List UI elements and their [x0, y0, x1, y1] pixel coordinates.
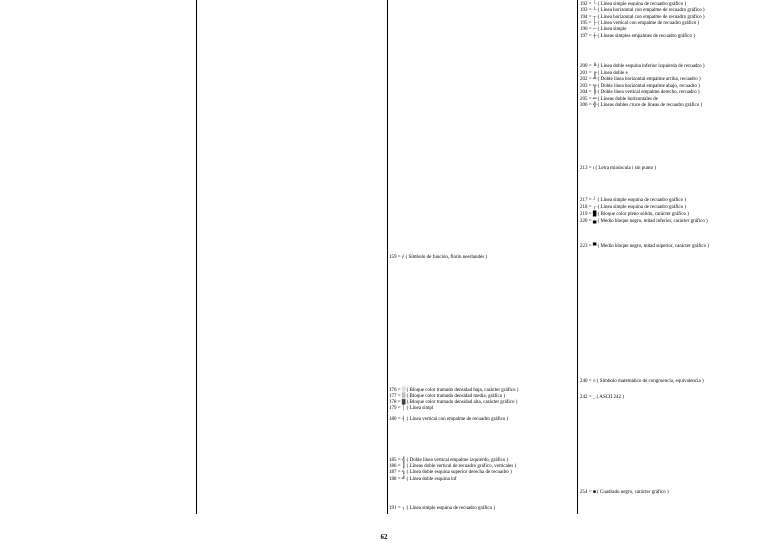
column-3	[389, 0, 575, 520]
list-item-204: 204 = ╠ ( Doble línea vertical empalme derecho, recuadro )	[580, 90, 700, 95]
list-item-178: 178 = ▓ ( Bloque color tramado densidad alta, carácter gráfico )	[389, 400, 518, 405]
list-item-220: 220 = ▄ ( Medio bloque negro, mitad inferior, carácter gráfico )	[580, 219, 708, 224]
list-item-205: 205 = ═ ( Líneas doble horizontales de	[580, 97, 658, 102]
column-divider-3	[577, 0, 578, 514]
list-item-219: 219 = █ ( Bloque color pleno sólido, carácter gráfico )	[580, 212, 689, 217]
list-item-185: 185 = ╣ ( Doble línea vertical empalme izquierdo, gráfico )	[389, 458, 509, 463]
list-item-180: 180 = ┤ ( Línea vertical con empalme de recuadro gráfico )	[389, 417, 509, 422]
list-item-242: 242 = _ ( ASCII 242 )	[580, 395, 624, 400]
list-item-159: 159 = ƒ ( Símbolo de función, florín neerlandés )	[389, 255, 488, 260]
column-divider-1	[196, 0, 197, 514]
list-item-192: 192 = └ ( Línea simple esquina de recuadro gráfico )	[580, 2, 687, 7]
list-item-202: 202 = ╩ ( Doble línea horizontal empalme arriba, recuadro )	[580, 77, 701, 82]
list-item-176: 176 = ░ ( Bloque color tramado densidad baja, carácter gráfico )	[389, 388, 519, 393]
list-item-194: 194 = ┬ ( Línea horizontal con empalme de recuadro gráfico )	[580, 15, 705, 20]
list-item-187: 187 = ╗ ( Línea doble esquina superior derecha de recuadro )	[389, 470, 512, 475]
list-item-200: 200 = ╚ ( Línea doble esquina inferior izquierda de recuadro )	[580, 64, 705, 69]
list-item-179: 179 = │ ( Línea simpl	[389, 406, 434, 411]
list-item-203: 203 = ╦ ( Doble línea horizontal empalme abajo, recuadro )	[580, 84, 700, 89]
list-item-195: 195 = ├ ( Línea vertical con empalme de recuadro gráfico )	[580, 21, 700, 26]
list-item-191: 191 = ┐ ( Línea simple esquina de recuadro gráfico )	[389, 506, 496, 511]
list-item-177: 177 = ▒ ( Bloque color tramado densidad media, gráfico )	[389, 394, 506, 399]
column-4	[580, 0, 766, 520]
list-item-213: 213 = ı ( Letra minúscula i sin punto )	[580, 166, 657, 171]
list-item-217: 217 = ┘ ( Línea simple esquina de recuadro gráfico )	[580, 198, 687, 203]
list-item-223: 223 = ▀ ( Medio bloque negro, mitad superior, carácter gráfico )	[580, 244, 710, 249]
list-item-196: 196 = ─ ( Línea simple	[580, 27, 627, 32]
list-item-218: 218 = ┌ ( Línea simple esquina de recuadro gráfico )	[580, 205, 687, 210]
list-item-186: 186 = ║ ( Líneas doble vertical de recuadro gráfico, verticales )	[389, 464, 517, 469]
list-item-197: 197 = ┼ ( Líneas simples empalmes de recuadro gráfico )	[580, 34, 695, 39]
column-divider-2	[387, 0, 388, 514]
list-item-254: 254 = ■ ( Cuadrado negro, carácter gráfico )	[580, 490, 669, 495]
list-item-188: 188 = ╝ ( Línea doble esquina inf	[389, 477, 457, 482]
list-item-206: 206 = ╬ ( Líneas dobles cruce de líneas de recuadro gráfico )	[580, 103, 703, 108]
page-number: 62	[380, 533, 388, 541]
list-item-193: 193 = ┴ ( Línea horizontal con empalme de recuadro gráfico )	[580, 8, 705, 13]
list-item-201: 201 = ╔ ( Línea doble e	[580, 71, 628, 76]
list-item-240: 240 = ≡ ( Símbolo matemático de congruencia, equivalencia )	[580, 379, 704, 384]
